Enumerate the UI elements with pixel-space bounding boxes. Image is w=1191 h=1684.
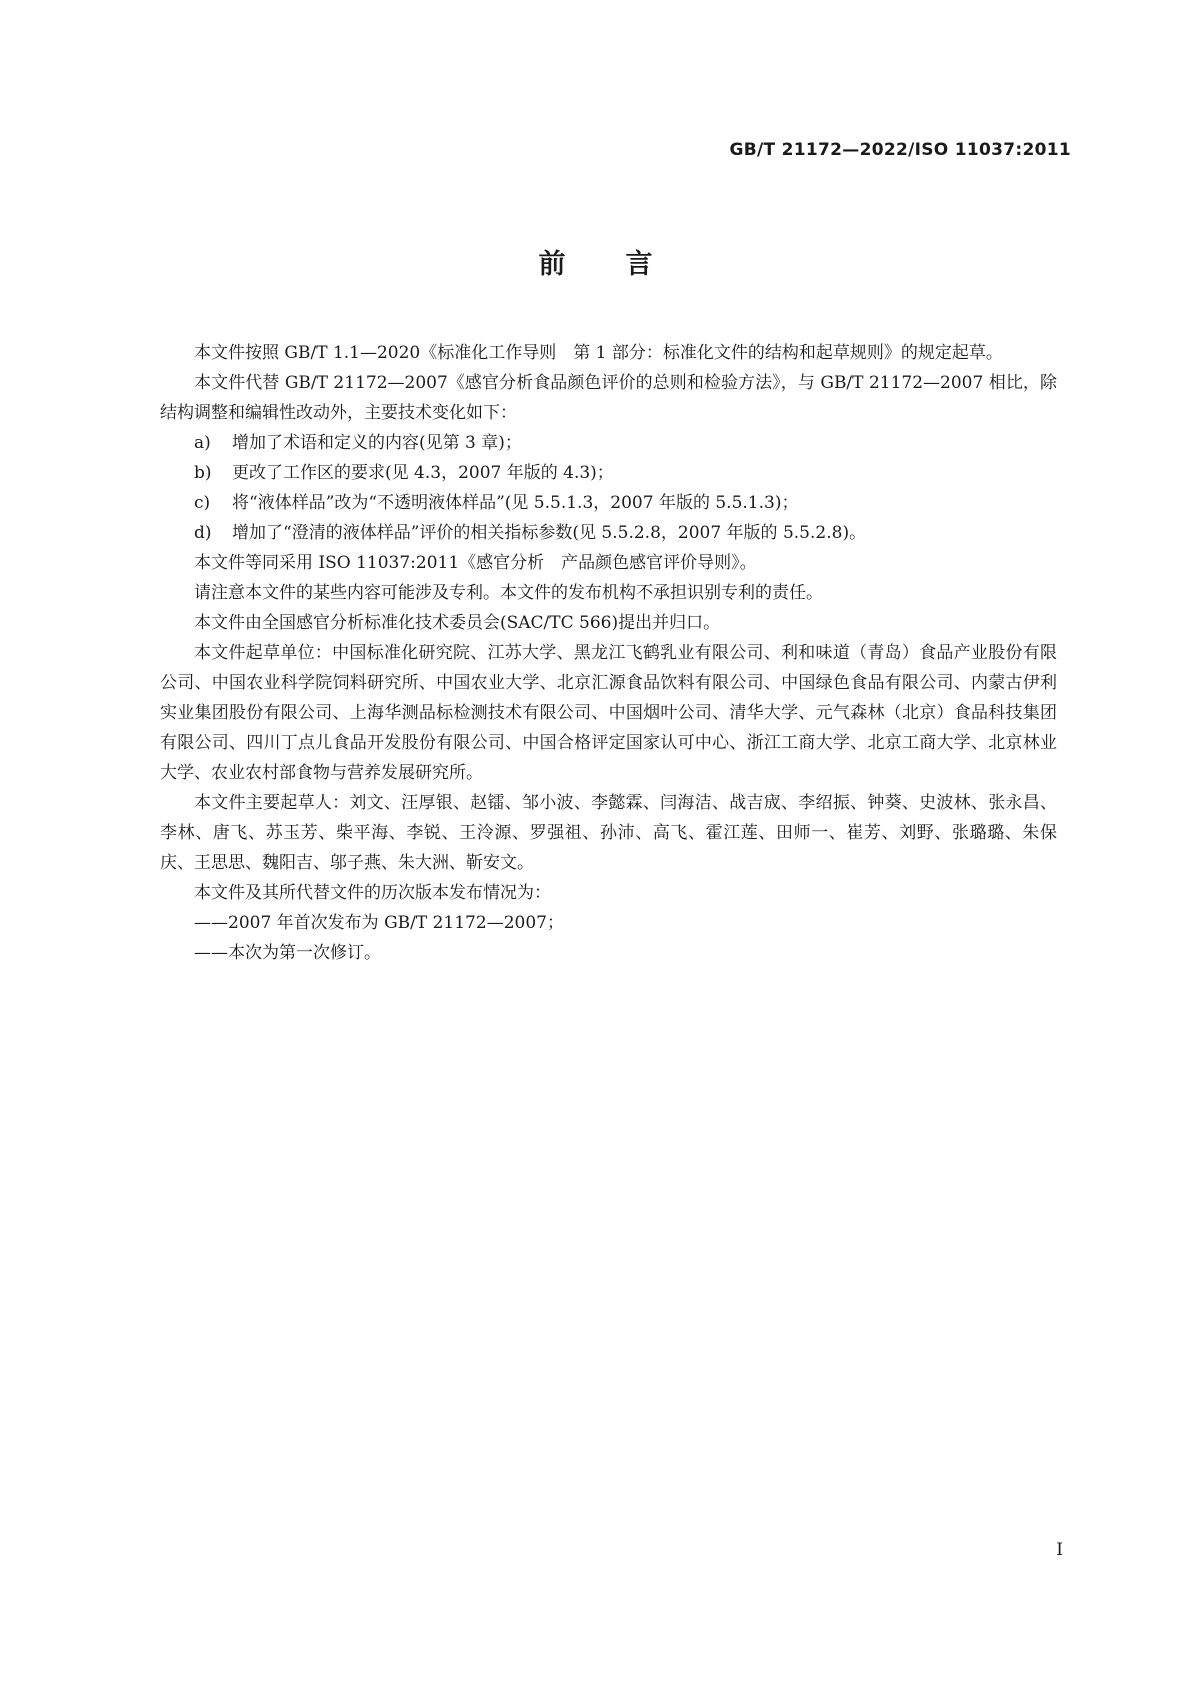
paragraph-history-intro: 本文件及其所代替文件的历次版本发布情况为： <box>194 883 551 903</box>
list-item <box>160 488 1057 518</box>
list-text: 更改了工作区的要求(见 4.3，2007 年版的 4.3)； <box>232 463 614 483</box>
list-marker: c) <box>194 493 211 513</box>
list-item <box>160 458 1057 488</box>
list-text: 增加了术语和定义的内容(见第 3 章)； <box>232 433 522 453</box>
changes-list <box>160 428 1057 548</box>
list-marker: a) <box>194 433 211 453</box>
standard-code: GB/T 21172—2022/ISO 11037:2011 <box>729 140 1071 160</box>
list-item <box>160 518 1057 548</box>
paragraph-committee: 本文件由全国感官分析标准化技术委员会(SAC/TC 566)提出并归口。 <box>194 613 721 633</box>
page-number: I <box>1056 1540 1063 1560</box>
list-marker: d) <box>194 523 212 543</box>
history-item: ——2007 年首次发布为 GB/T 21172—2007； <box>194 913 564 933</box>
list-item <box>160 428 1057 458</box>
paragraph-drafters: 本文件主要起草人：刘文、汪厚银、赵镭、邹小波、李懿霖、闫海洁、战吉宬、李绍振、钟葵、史波林、张永昌、李林、唐飞、苏玉芳、柴平海、李锐、王泠源、罗强祖、孙沛、高飞、霍江莲、田师一、崔芳、刘野、张璐璐、朱保庆、王思思、魏阳吉、邬子燕、朱大洲、靳安文。 <box>160 793 1057 873</box>
list-marker: b) <box>194 463 212 483</box>
paragraph-patent-notice: 请注意本文件的某些内容可能涉及专利。本文件的发布机构不承担识别专利的责任。 <box>194 583 823 603</box>
foreword-body <box>160 338 1057 968</box>
page-title: 前言 <box>538 249 713 280</box>
list-text: 将“液体样品”改为“不透明液体样品”(见 5.5.1.3，2007 年版的 5.5.1.3)； <box>232 493 799 513</box>
paragraph-drafting-units: 本文件起草单位：中国标准化研究院、江苏大学、黑龙江飞鹤乳业有限公司、利和味道（青岛）食品产业股份有限公司、中国农业科学院饲料研究所、中国农业大学、北京汇源食品饮料有限公司、中国绿色食品有限公司、内蒙古伊利实业集团股份有限公司、上海华测品标检测技术有限公司、中国烟叶公司、清华大学、元气森林（北京）食品科技集团有限公司、四川丁点儿食品开发股份有限公司、中国合格评定国家认可中心、浙江工商大学、北京工商大学、北京林业大学、农业农村部食物与营养发展研究所。 <box>160 643 1057 783</box>
paragraph-replaces: 本文件代替 GB/T 21172—2007《感官分析食品颜色评价的总则和检验方法》，与 GB/T 21172—2007 相比，除结构调整和编辑性改动外，主要技术变化如下： <box>160 373 1057 423</box>
paragraph-iso-adoption: 本文件等同采用 ISO 11037:2011《感官分析 产品颜色感官评价导则》。 <box>194 553 757 573</box>
paragraph-drafting-rules: 本文件按照 GB/T 1.1—2020《标准化工作导则 第 1 部分：标准化文件的结构和起草规则》的规定起草。 <box>194 343 1003 363</box>
list-text: 增加了“澄清的液体样品”评价的相关指标参数(见 5.5.2.8，2007 年版的 5.5.2.8)。 <box>232 523 867 543</box>
history-item: ——本次为第一次修订。 <box>194 943 381 963</box>
